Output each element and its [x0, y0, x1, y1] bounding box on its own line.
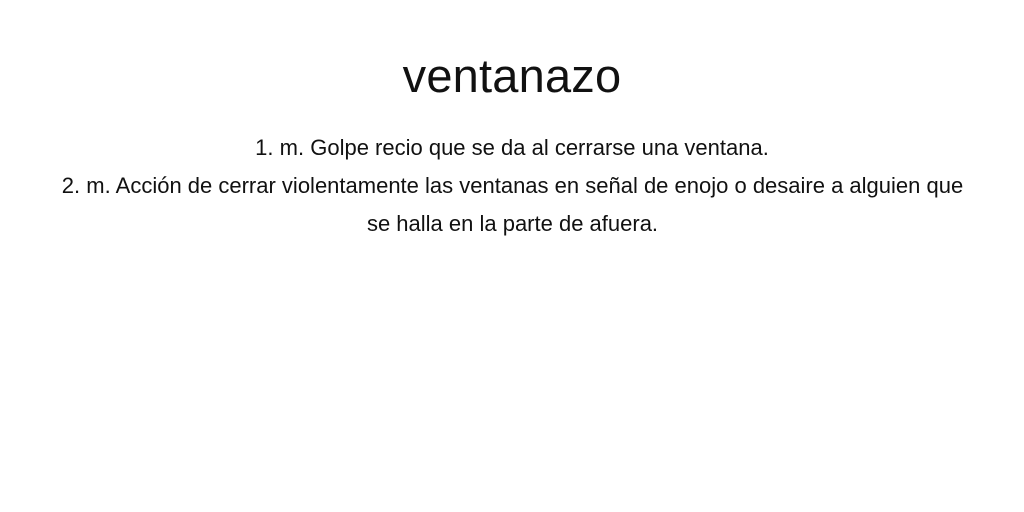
definition-1	[60, 129, 964, 167]
definition-text: Golpe recio que se da al cerrarse una ventana.	[310, 135, 769, 160]
definitions-list	[60, 129, 964, 243]
grammatical-category: m.	[86, 173, 111, 198]
definition-text: Acción de cerrar violentamente las ventanas en señal de enojo o desaire a alguien que se halla en la parte de afuera.	[115, 173, 964, 236]
headword: ventanazo	[402, 49, 622, 102]
definition-number: 1.	[255, 135, 274, 160]
grammatical-category: m.	[279, 135, 305, 160]
definition-2	[60, 167, 965, 243]
definition-number: 2.	[61, 173, 81, 198]
